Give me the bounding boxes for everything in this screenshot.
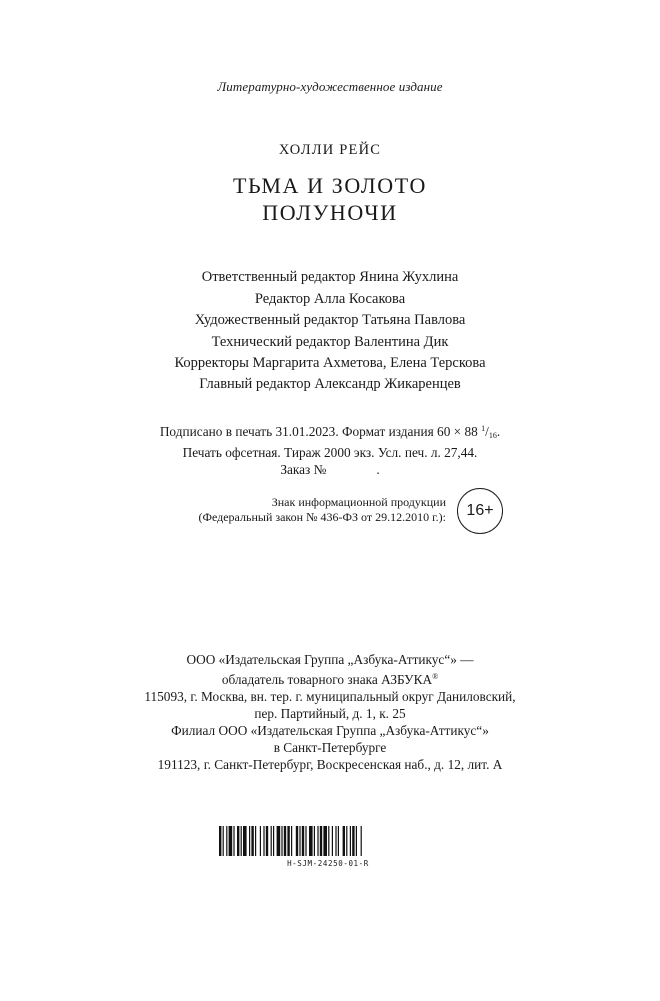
edition-type: Литературно-художественное издание xyxy=(217,79,443,94)
author-name: ХОЛЛИ РЕЙС xyxy=(278,142,382,158)
barcode-bar xyxy=(266,826,268,856)
branch-line-1: Филиал ООО «Издательская Группа „Азбука-Аттикус“» xyxy=(171,723,489,738)
barcode-bar xyxy=(320,826,322,856)
print-info-line-2: Печать офсетная. Тираж 2000 экз. Усл. печ. л. 27,44. xyxy=(182,445,478,460)
order-label: Заказ № xyxy=(280,462,327,477)
credit-proofreaders: Корректоры Маргарита Ахметова, Елена Терскова xyxy=(174,355,486,371)
order-suffix: . xyxy=(376,462,380,477)
barcode-bar xyxy=(323,826,327,856)
barcode-bar xyxy=(249,826,250,856)
book-title-line-2: ПОЛУНОЧИ xyxy=(262,200,398,225)
order-number xyxy=(0,461,660,478)
format-fraction xyxy=(481,424,497,439)
barcode-bar xyxy=(296,826,298,856)
barcode-bar xyxy=(352,826,354,856)
info-sign-line-2: (Федеральный закон № 436-ФЗ от 29.12.2010 г.): xyxy=(198,510,446,524)
barcode-bar xyxy=(309,826,313,856)
barcode-bar xyxy=(343,826,345,856)
credit-editor: Редактор Алла Косакова xyxy=(254,290,406,307)
format-fraction-numerator: 1 xyxy=(481,424,486,433)
print-info-line-1-suffix: . xyxy=(496,424,501,439)
barcode-bar xyxy=(271,826,272,856)
publisher-address-1: 115093, г. Москва, вн. тер. г. муниципальный округ Даниловский, xyxy=(144,689,516,704)
barcode-bar xyxy=(219,826,221,856)
barcode-bar xyxy=(251,826,253,856)
publisher-trademark-text: обладатель товарного знака АЗБУКА xyxy=(221,672,433,687)
barcode-bar xyxy=(287,826,289,856)
barcode-bar xyxy=(243,826,247,856)
barcode-bar xyxy=(335,826,336,856)
info-sign-line-1: Знак информационной продукции xyxy=(271,495,446,509)
barcode-bar xyxy=(223,826,224,856)
registered-mark: ® xyxy=(432,672,439,681)
publisher-line-2 xyxy=(0,668,660,688)
publisher-line-1: ООО «Издательская Группа „Азбука-Аттикус“» — xyxy=(186,652,474,667)
publisher-info xyxy=(0,651,660,773)
barcode-bars xyxy=(218,826,438,856)
credit-art-editor: Художественный редактор Татьяна Павлова xyxy=(194,312,466,328)
barcode-bar xyxy=(314,826,315,856)
barcode-bar xyxy=(350,826,351,856)
barcode-bar xyxy=(305,826,306,856)
barcode-bar xyxy=(299,826,300,856)
barcode-bar xyxy=(361,826,362,856)
book-title-line-1: ТЬМА И ЗОЛОТО xyxy=(233,173,427,198)
print-info-signed: Подписано в печать 31.01.2023. Формат издания 60 × 88 xyxy=(159,424,482,439)
print-info-line-1 xyxy=(0,420,660,444)
format-fraction-denominator: 16 xyxy=(488,431,497,440)
branch-address: 191123, г. Санкт-Петербург, Воскресенская наб., д. 12, лит. А xyxy=(157,757,503,772)
format-fraction-slash: / xyxy=(485,424,489,439)
barcode xyxy=(218,826,438,868)
barcode-bar xyxy=(317,826,318,856)
credit-technical-editor: Технический редактор Валентина Дик xyxy=(211,333,449,350)
barcode-bar xyxy=(226,826,227,856)
barcode-bar xyxy=(356,826,357,856)
barcode-bar xyxy=(277,826,281,856)
barcode-bar xyxy=(273,826,274,856)
credit-responsible-editor: Ответственный редактор Янина Жухлина xyxy=(201,269,459,285)
barcode-bar xyxy=(233,826,234,856)
barcode-bar xyxy=(328,826,329,856)
barcode-bar xyxy=(346,826,347,856)
barcode-bar xyxy=(255,826,256,856)
info-product-sign xyxy=(170,495,446,525)
barcode-bar xyxy=(291,826,292,856)
credits-list xyxy=(0,267,660,375)
print-info xyxy=(0,420,660,478)
barcode-bar xyxy=(229,826,233,856)
barcode-bar xyxy=(260,826,261,856)
barcode-bar xyxy=(281,826,282,856)
barcode-code: Н-SJМ-24250-01-R xyxy=(287,859,369,868)
barcode-bar xyxy=(237,826,239,856)
barcode-bar xyxy=(284,826,286,856)
barcode-bar xyxy=(332,826,333,856)
chief-editor: Главный редактор Александр Жикаренцев xyxy=(199,376,461,392)
publisher-address-2: пер. Партийный, д. 1, к. 25 xyxy=(254,706,406,721)
barcode-bar xyxy=(263,826,264,856)
barcode-bar xyxy=(241,826,242,856)
branch-line-2: в Санкт-Петербурге xyxy=(273,740,387,755)
barcode-bar xyxy=(338,826,339,856)
age-rating-badge: 16+ xyxy=(457,488,503,534)
barcode-bar xyxy=(302,826,304,856)
